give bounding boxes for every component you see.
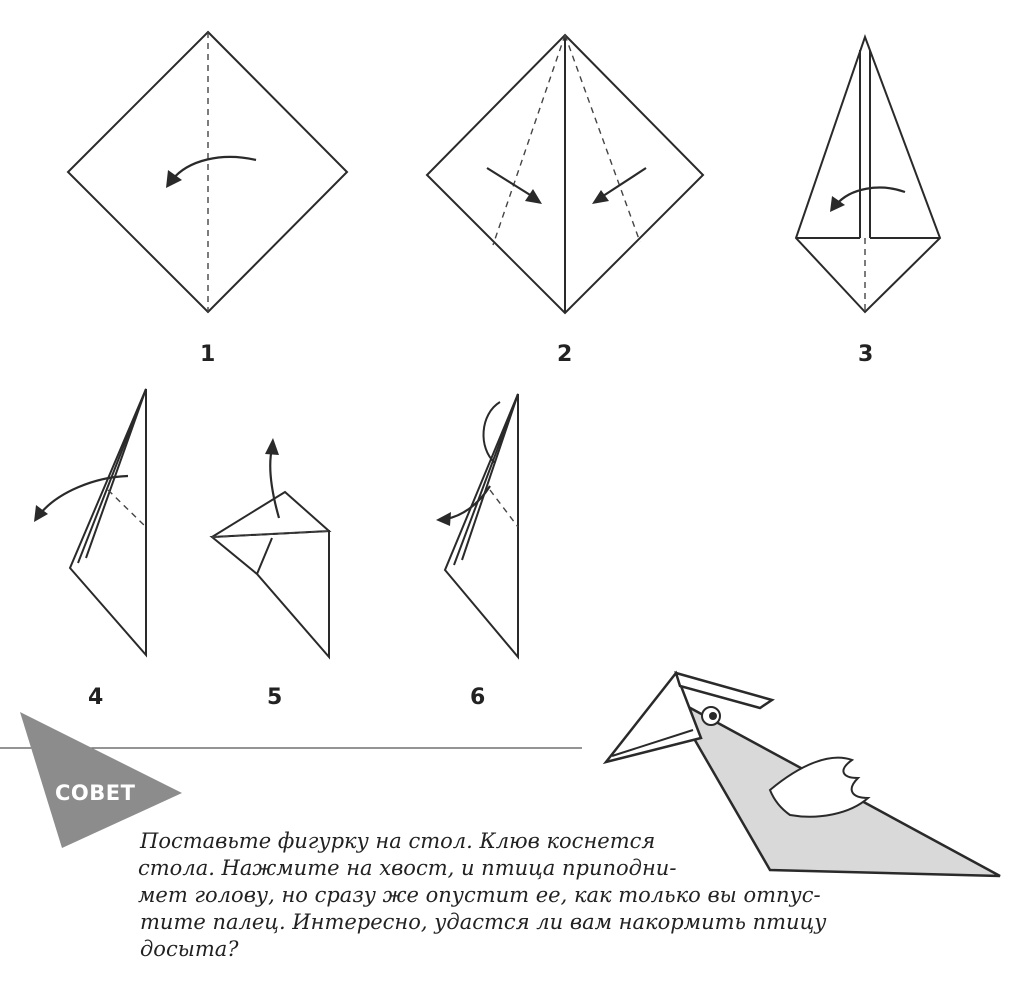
tip-label: СОВЕТ [55,781,136,805]
tip-line: Поставьте фигурку на стол. Клюв коснется [140,829,656,853]
tip-line: мет голову, но сразу же опустит ее, как только вы отпус- [138,883,821,907]
step-6-figure [436,394,518,657]
step-number-1: 1 [200,342,216,367]
tip-line: досыта? [140,937,239,961]
step-number-2: 2 [557,342,573,367]
tip-text [138,828,827,963]
step-2-figure [427,35,703,313]
step-3-figure [796,37,940,312]
step-number-3: 3 [858,342,874,367]
step-4-figure [34,389,146,655]
step-1-figure [68,32,347,312]
step-number-6: 6 [470,685,486,710]
tip-line: тите палец. Интересно, удастся ли вам накормить птицу [140,910,827,934]
step-number-4: 4 [88,685,104,710]
tip-line: стола. Нажмите на хвост, и птица приподни- [138,856,677,880]
step-5-figure [212,438,329,657]
step-number-5: 5 [267,685,283,710]
